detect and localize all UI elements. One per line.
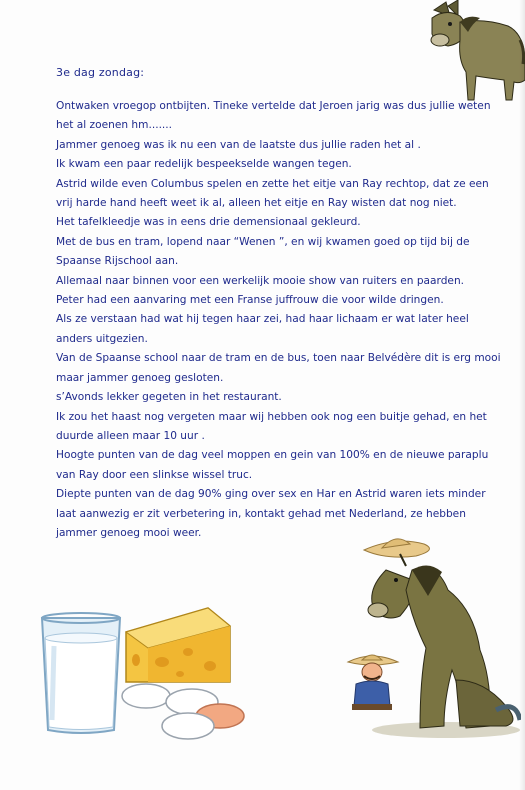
diary-body [56, 97, 501, 543]
diary-line: laat aanwezig er zit verbetering in, kontakt gehad met Nederland, ze hebben [56, 507, 466, 520]
diary-line: van Ray door een slinkse wissel truc. [56, 468, 253, 481]
donkey-head-illustration [424, 0, 525, 105]
diary-line: Het tafelkleedje was in eens drie demensionaal gekleurd. [56, 216, 361, 229]
day-heading: 3e dag zondag: [56, 66, 145, 79]
diary-line: maar jammer genoeg gesloten. [56, 371, 224, 384]
diary-line: Astrid wilde even Columbus spelen en zette het eitje van Ray rechtop, dat ze een [56, 177, 489, 190]
diary-line: Allemaal naar binnen voor een werkelijk mooie show van ruiters en paarden. [56, 274, 465, 287]
diary-line: Jammer genoeg was ik nu een van de laatste dus jullie raden het al . [56, 138, 421, 151]
scan-edge-shadow [519, 0, 525, 790]
diary-line: het al zoenen hm....... [56, 119, 173, 132]
diary-line: Van de Spaanse school naar de tram en de bus, toen naar Belvédère dit is erg mooi [56, 352, 501, 365]
cheese-illustration [122, 604, 234, 686]
diary-line: duurde alleen maar 10 uur . [56, 429, 205, 442]
diary-line: Met de bus en tram, lopend naar “Wenen ”, en wij kwamen goed op tijd bij de [56, 235, 470, 248]
diary-line: Als ze verstaan had wat hij tegen haar zei, had haar lichaam er wat later heel [56, 313, 469, 326]
cowboy-illustration [342, 650, 402, 712]
diary-line: anders uitgezien. [56, 332, 148, 345]
glass-of-milk-illustration [38, 612, 124, 736]
diary-line: s’Avonds lekker gegeten in het restaurant. [56, 391, 282, 404]
diary-line: jammer genoeg mooi weer. [56, 526, 202, 539]
diary-line: Ik kwam een paar redelijk bespeekselde wangen tegen. [56, 158, 352, 171]
diary-line: Ontwaken vroegop ontbijten. Tineke vertelde dat Jeroen jarig was dus jullie weten [56, 100, 491, 112]
diary-line: Hoogte punten van de dag veel moppen en gein van 100% en de nieuwe paraplu [56, 449, 489, 462]
eggs-illustration [118, 680, 248, 744]
diary-line: Peter had een aanvaring met een Franse juffrouw die voor wilde dringen. [56, 294, 444, 307]
diary-line: vrij harde hand heeft weet ik al, alleen het eitje en Ray wisten dat nog niet. [56, 197, 457, 210]
diary-line: Ik zou het haast nog vergeten maar wij hebben ook nog een buitje gehad, en het [56, 410, 487, 423]
diary-line: Diepte punten van de dag 90% ging over sex en Har en Astrid waren iets minder [56, 488, 486, 501]
diary-line: Spaanse Rijschool aan. [56, 255, 179, 268]
